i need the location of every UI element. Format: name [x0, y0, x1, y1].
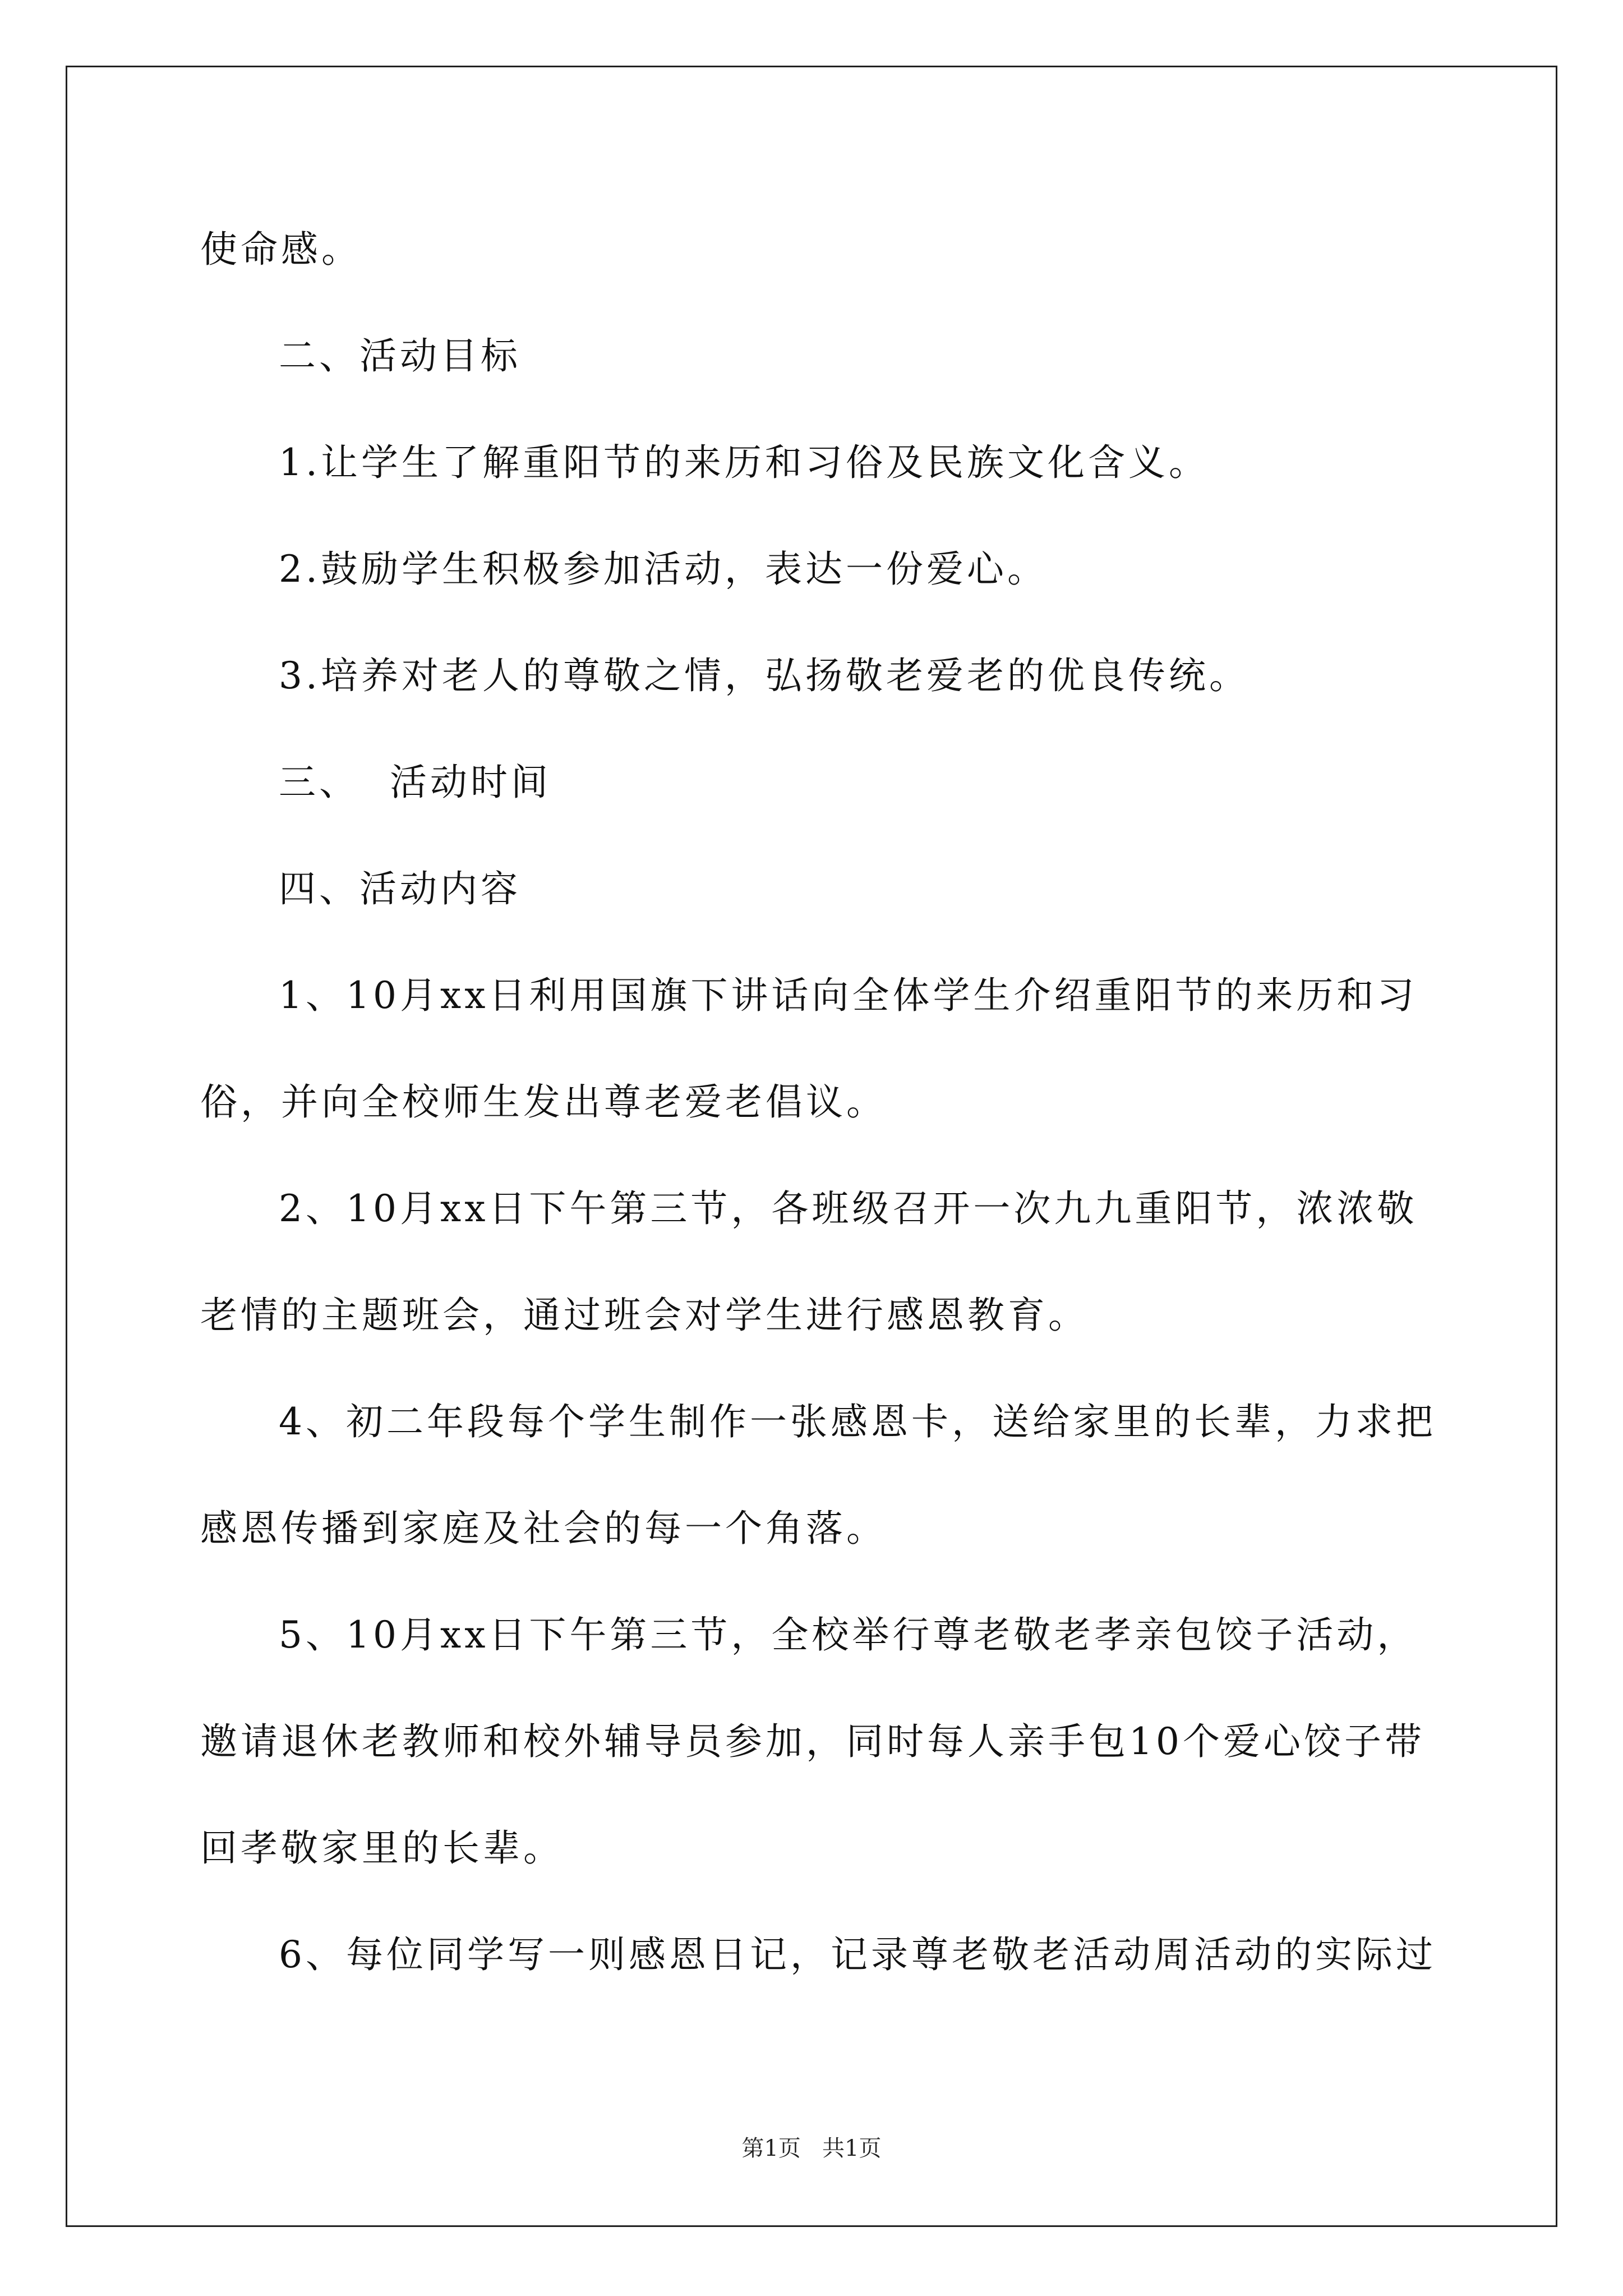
heading-activity-goals: 二、活动目标 [279, 334, 521, 378]
content-item-5-line-3: 回孝敬家里的长辈。 [200, 1826, 564, 1870]
page-footer: 第1页 共1页 [741, 2136, 882, 2161]
goal-item-2: 2.鼓励学生积极参加活动，表达一份爱心。 [279, 547, 1048, 591]
content-item-6-line-1: 6、每位同学写一则感恩日记，记录尊老敬老活动周活动的实际过 [279, 1933, 1436, 1976]
content-item-4-line-1: 4、初二年段每个学生制作一张感恩卡，送给家里的长辈，力求把 [279, 1400, 1436, 1443]
content-item-1-line-2: 俗，并向全校师生发出尊老爱老倡议。 [200, 1080, 887, 1124]
heading-activity-content: 四、活动内容 [279, 867, 521, 910]
text-line-1: 使命感。 [200, 228, 362, 271]
content-item-5-line-2: 邀请退休老教师和校外辅导员参加，同时每人亲手包10个爱心饺子带 [200, 1720, 1425, 1763]
content-item-2-line-1: 2、10月xx日下午第三节，各班级召开一次九九重阳节，浓浓敬 [279, 1187, 1418, 1230]
goal-item-3: 3.培养对老人的尊敬之情，弘扬敬老爱老的优良传统。 [279, 654, 1249, 697]
goal-item-1: 1.让学生了解重阳节的来历和习俗及民族文化含义。 [279, 441, 1209, 484]
heading-activity-time: 三、 活动时间 [279, 761, 551, 804]
content-item-1-line-1: 1、10月xx日利用国旗下讲话向全体学生介绍重阳节的来历和习 [279, 974, 1418, 1017]
content-item-4-line-2: 感恩传播到家庭及社会的每一个角落。 [200, 1507, 887, 1550]
content-item-5-line-1: 5、10月xx日下午第三节，全校举行尊老敬老孝亲包饺子活动， [279, 1613, 1418, 1657]
page-border [66, 66, 1557, 2227]
content-item-2-line-2: 老情的主题班会，通过班会对学生进行感恩教育。 [200, 1294, 1089, 1337]
